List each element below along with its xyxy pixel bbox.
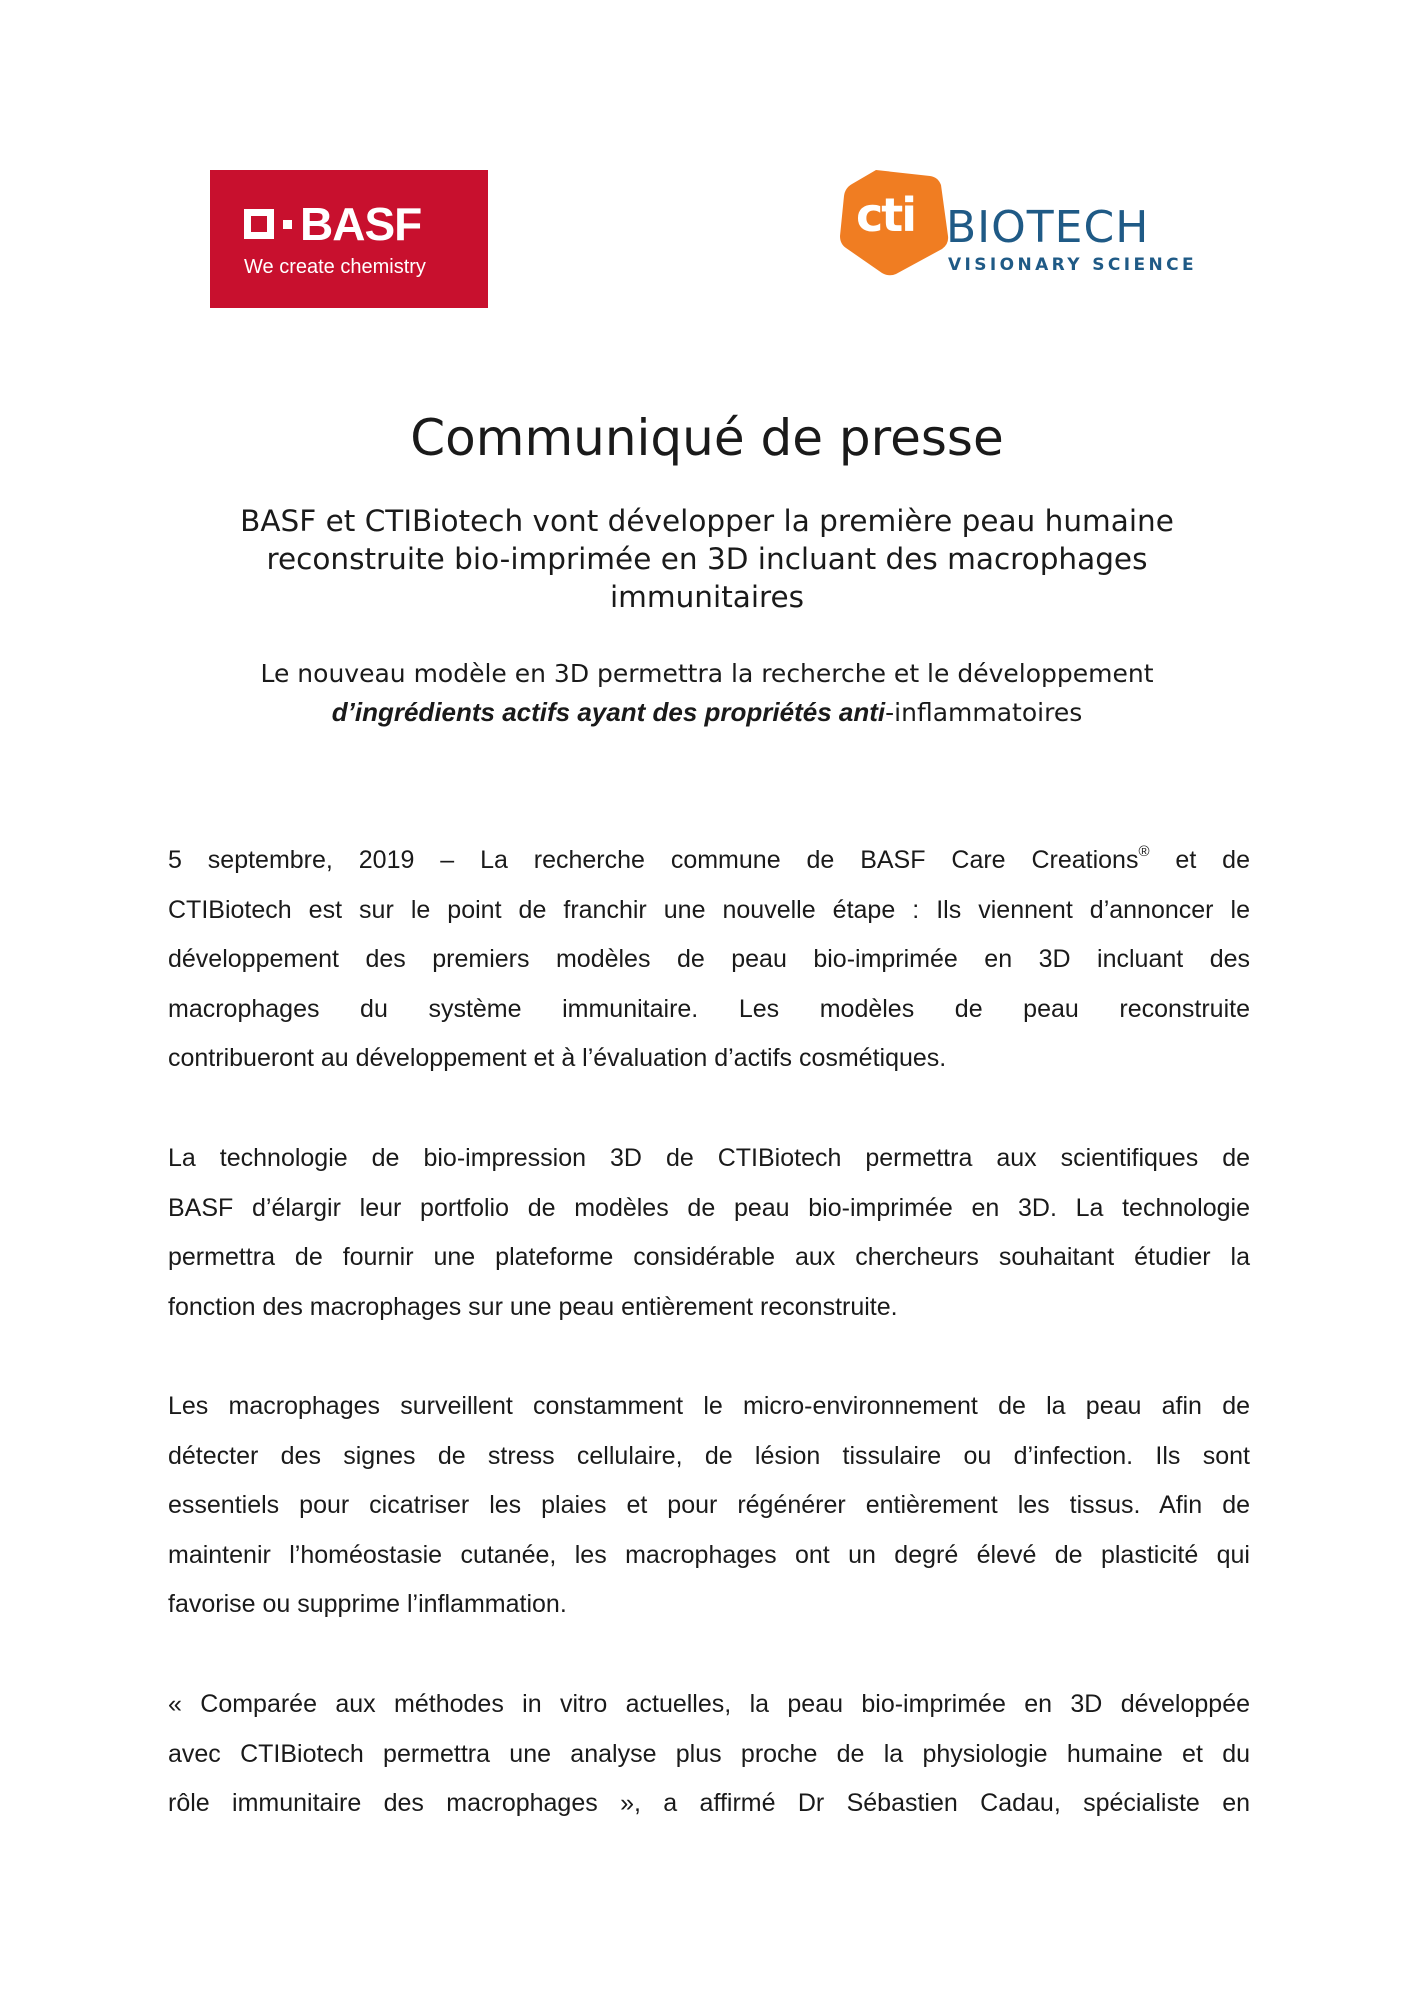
- headline-line: reconstruite bio-imprimée en 3D incluant des macrophages: [266, 542, 1148, 576]
- paragraph-2: [168, 1134, 1250, 1332]
- lead-line: [150, 693, 1264, 732]
- headline-line: BASF et CTIBiotech vont développer la première peau humaine: [240, 504, 1174, 538]
- paragraph-line: contribueront au développement et à l’évaluation d’actifs cosmétiques.: [168, 1044, 947, 1072]
- paragraph-4: [168, 1680, 1250, 1829]
- lead-rest: -inflammatoires: [885, 698, 1083, 727]
- basf-mark: [244, 198, 422, 250]
- basf-dot-icon: [283, 220, 292, 229]
- basf-square-icon: [244, 209, 274, 239]
- lead-emphasis: d’ingrédients actifs ayant des propriétés anti: [331, 697, 886, 727]
- paragraph-line: La technologie de bio-impression 3D de CTIBiotech permettra aux scientifiques de: [168, 1144, 1250, 1172]
- cti-biotech-wordmark: BIOTECH: [946, 202, 1150, 253]
- paragraph-line: Les macrophages surveillent constamment le micro-environnement de la peau afin de: [168, 1392, 1250, 1420]
- paragraph-line: BASF d’élargir leur portfolio de modèles de peau bio-imprimée en 3D. La technologie: [168, 1193, 1250, 1222]
- cti-tagline: VISIONARY SCIENCE: [948, 255, 1198, 275]
- lead-line: Le nouveau modèle en 3D permettra la recherche et le développement: [260, 659, 1154, 688]
- paragraph-3: [168, 1382, 1250, 1630]
- paragraph-line: développement des premiers modèles de peau bio-imprimée en 3D incluant des: [168, 945, 1250, 973]
- page-title: Communiqué de presse: [410, 409, 1004, 467]
- paragraph-line: détecter des signes de stress cellulaire, de lésion tissulaire ou d’infection. Ils sont: [168, 1441, 1250, 1470]
- paragraph-line: [168, 836, 1250, 886]
- paragraph-line: macrophages du système immunitaire. Les modèles de peau reconstruite: [168, 994, 1250, 1023]
- registered-mark: ®: [1138, 843, 1150, 860]
- basf-logo: [210, 170, 488, 308]
- headline-line: immunitaires: [609, 580, 805, 614]
- basf-tagline: We create chemistry: [244, 256, 426, 278]
- paragraph-line: favorise ou supprime l’inflammation.: [168, 1590, 567, 1618]
- paragraph-text: et de: [1149, 846, 1250, 874]
- basf-wordmark: BASF: [300, 198, 422, 250]
- paragraph-1: [168, 836, 1250, 1084]
- cti-prefix: cti: [856, 188, 916, 242]
- paragraph-line: maintenir l’homéostasie cutanée, les macrophages ont un degré élevé de plasticité qui: [168, 1540, 1250, 1569]
- paragraph-text: 5 septembre, 2019 – La recherche commune de BASF Care Creations: [168, 846, 1139, 874]
- paragraph-line: CTIBiotech est sur le point de franchir une nouvelle étape : Ils viennent d’annoncer le: [168, 895, 1250, 924]
- paragraph-line: « Comparée aux méthodes in vitro actuelles, la peau bio-imprimée en 3D développée: [168, 1690, 1250, 1718]
- paragraph-line: rôle immunitaire des macrophages », a affirmé Dr Sébastien Cadau, spécialiste en: [168, 1789, 1250, 1817]
- paragraph-line: fonction des macrophages sur une peau entièrement reconstruite.: [168, 1292, 898, 1321]
- paragraph-line: avec CTIBiotech permettra une analyse plus proche de la physiologie humaine et du: [168, 1739, 1250, 1768]
- ctibiotech-logo: [838, 160, 1248, 290]
- headline: [180, 502, 1234, 616]
- paragraph-line: essentiels pour cicatriser les plaies et pour régénérer entièrement les tissus. Afin de: [168, 1491, 1250, 1519]
- paragraph-line: permettra de fournir une plateforme considérable aux chercheurs souhaitant étudier la: [168, 1243, 1250, 1271]
- lead-text: [150, 655, 1264, 732]
